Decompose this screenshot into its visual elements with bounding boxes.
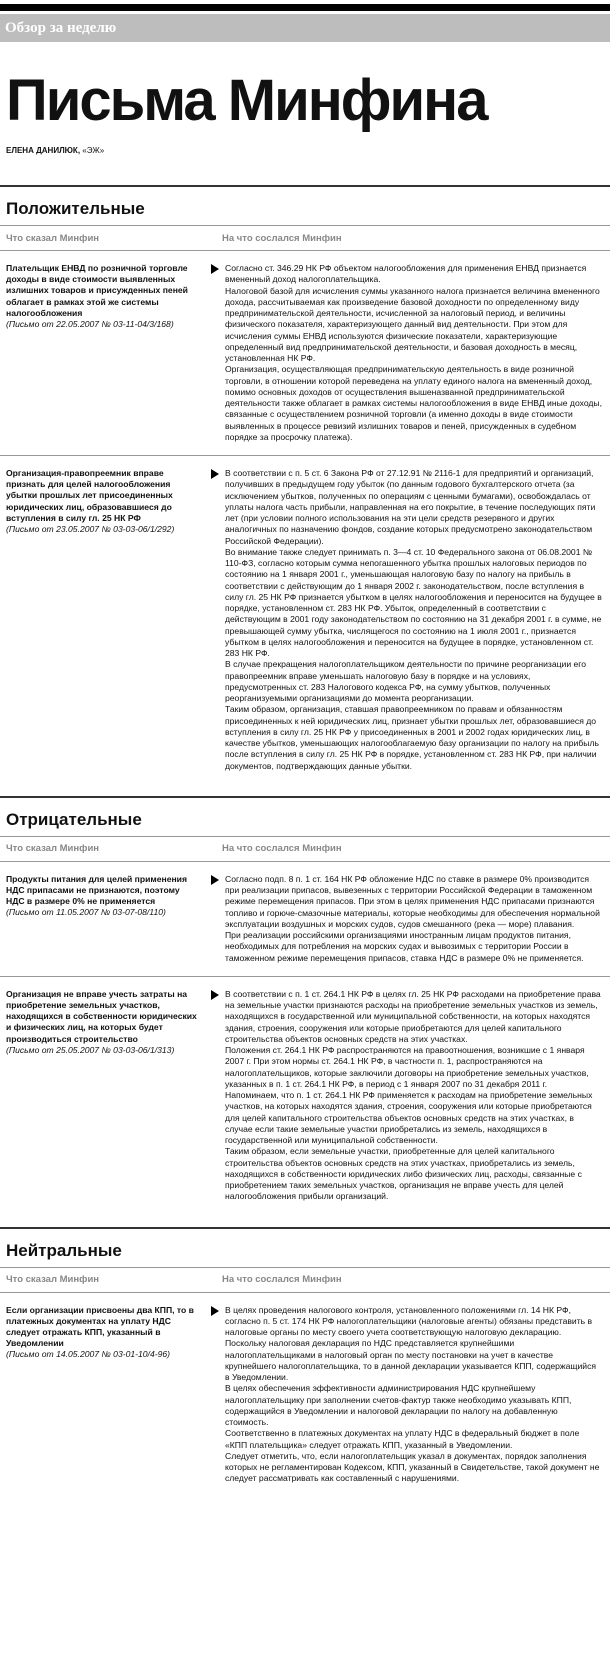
basis-paragraph: Таким образом, если земельные участки, приобретенные для целей капитального строительства объектов основных средств на этих участках, приобретались из земель, находящихся в собственности юридических либо физических лиц, расходы, связанные с приобретением таких земельных участков, организация не вправе учесть для целей налогообложения прибыли организаций.: [225, 1146, 582, 1202]
column-headers: [0, 1267, 610, 1292]
basis-paragraph: Согласно ст. 346.29 НК РФ объектом налогообложения для применения ЕНВД признается вмененный доход налогоплательщика.: [225, 263, 587, 285]
letter-reference: (Письмо от 11.05.2007 № 03-07-08/110): [6, 907, 166, 918]
section-heading: Отрицательные: [0, 796, 610, 836]
column-headers: [0, 225, 610, 250]
column-header-left: Что сказал Минфин: [6, 1274, 100, 1285]
arrow-right-icon: [211, 990, 219, 1000]
letter-reference: (Письмо от 22.05.2007 № 03-11-04/3/168): [6, 319, 174, 330]
column-header-left: Что сказал Минфин: [6, 232, 100, 244]
basis-paragraph: Во внимание также следует принимать п. 3—4 ст. 10 Федерального закона от 06.08.2001 № 110-ФЗ, согласно которым сумма непогашенного убытка прошлых налоговых периодов по состоянию на 1 января 2001 г., уменьшающая налоговую базу по налогу на прибыль в соответствии с действующим до 1 января 2002 г. законодательством, после вступления в силу гл. 25 НК РФ признается убытком в целях налогообложения и переносится на будущее в порядке, установленном ст. 283 НК РФ. Убыток, определенный в соответствии с действующим в 2001 году законодательством по состоянию на 31 декабря 2001 г. в сумме, не превышающей сумму убытка, числящегося по состоянию на 1 июля 2001 г., признается убытком в целях налогообложения и переносится на будущее в порядке, установленном ст. 283 НК РФ.: [225, 546, 602, 658]
letter-conclusion: Организация не вправе учесть затраты на приобретение земельных участков, находящихся в собственности юридических и физических лиц, на которых будет производиться строительство: [6, 988, 197, 1044]
letter-row: [0, 250, 610, 443]
letter-reference: (Письмо от 14.05.2007 № 03-01-10/4-96): [6, 1349, 171, 1360]
letter-conclusion: Продукты питания для целей применения НДС припасами не признаются, поэтому НДС в размере 0% не применяется: [6, 873, 187, 907]
letter-summary: [0, 263, 207, 443]
top-rule: [0, 4, 610, 11]
basis-paragraph: Напоминаем, что п. 1 ст. 264.1 НК РФ применяется к расходам на приобретение земельных участков, на которых находятся здания, строения, сооружения или которые приобретаются для целей капитального строительства объектов основных средств на этих участках, в случае если такие земельные участки приобретались из земель, находящихся в государственной или муниципальной собственности.: [225, 1090, 593, 1145]
letter-basis: [207, 989, 610, 1203]
basis-paragraph: Согласно подп. 8 п. 1 ст. 164 НК РФ обложение НДС по ставке в размере 0% производится при реализации припасов, вывезенных с территории Российской Федерации в таможенном режиме перемещения припасов. При этом в целях применения НДС припасами признаются топливо и горюче-смазочные материалы, которые необходимы для обеспечения нормальной эксплуатации воздушных и морских судов, судов смешанного (река — море) плавания.: [225, 873, 600, 929]
letter-conclusion: Если организации присвоены два КПП, то в платежных документах на уплату НДС следует отражать КПП, указанный в Уведомлении: [6, 1304, 194, 1349]
basis-paragraph: В соответствии с п. 1 ст. 264.1 НК РФ в целях гл. 25 НК РФ расходами на приобретение права на земельные участки признаются расходы на приобретение земельных участков из земель, находящихся в государственной или муниципальной собственности, на которых находятся здания, строения, сооружения или которые приобретаются для целей капитального строительства объектов основных средств на этих участках.: [225, 988, 601, 1044]
letter-basis: [207, 263, 610, 443]
letter-row: [0, 976, 610, 1203]
basis-paragraph: Соответственно в платежных документах на уплату НДС в федеральный бюджет в поле «КПП плательщика» следует отражать КПП, указанный в Уведомлении.: [225, 1428, 580, 1450]
basis-paragraph: Следует отметить, что, если налогоплательщик указал в документах, порядок заполнения которых не регламентирован Кодексом, КПП, указанный в Свидетельстве, такой документ не следует рассматривать как составленный с нарушениями.: [225, 1450, 600, 1484]
letter-reference: (Письмо от 23.05.2007 № 03-03-06/1/292): [6, 524, 175, 535]
author-name: ЕЛЕНА ДАНИЛЮК,: [6, 146, 81, 155]
basis-paragraph: В целях обеспечения эффективности администрирования НДС крупнейшему налогоплательщику при заполнении счетов-фактур также необходимо указывать КПП, содержащийся в Уведомлении и налоговой декларации по налогу на добавленную стоимость.: [225, 1383, 572, 1427]
letter-summary: [0, 1305, 207, 1485]
letter-basis: [207, 1305, 610, 1485]
basis-paragraph: Налоговой базой для исчисления суммы указанного налога признается величина вмененного дохода, рассчитываемая как произведение базовой доходности по определенному виду предпринимательской деятельности, исчисленной за налоговый период, и величины физического показателя, характеризующего данный вид деятельности. При этом для исчисления суммы ЕНВД используются физические показатели, характеризующие определенный вид предпринимательской деятельности, и базовая доходность в месяц, установленная НК РФ.: [225, 285, 600, 363]
letter-row: [0, 861, 610, 964]
rubric-bar: [0, 14, 610, 42]
sections-container: [0, 185, 610, 1485]
basis-paragraph: При реализации российскими организациями иностранным лицам продуктов питания, необходимых для потребления на морских судах и вывозимых с территории России в таможенном режиме перемещения припасов, ставка НДС в размере 0% не применяется.: [225, 930, 584, 963]
basis-paragraph: В соответствии с п. 5 ст. 6 Закона РФ от 27.12.91 № 2116-1 для предприятий и организаций, получивших в предыдущем году убыток (по данным годового бухгалтерского отчета (за исключением убытков, полученных по операциям с ценными бумагами), освобождалась от уплаты налога часть прибыли, направленная на его покрытие, в течение последующих пяти лет (при условии полного использования на эти цели средств резервного и других аналогичных по назначению фондов, создание которых предусмотрено законодательством Российской Федерации).: [225, 468, 596, 546]
letter-summary: [0, 874, 207, 964]
section-2: [0, 1227, 610, 1485]
basis-paragraph: Положения ст. 264.1 НК РФ распространяются на правоотношения, возникшие с 1 января 2007 г. При этом нормы ст. 264.1 НК РФ, в частности п. 1, распространяются на налогоплательщиков, которые заключили договоры на приобретение земельных участков, указанных в п. 1 ст. 264.1 НК РФ, в период с 1 января 2007 по 31 декабря 2011 г.: [225, 1045, 589, 1089]
letter-conclusion: Организация-правопреемник вправе признать для целей налогообложения убытки прошлых лет присоединенных юридических лиц, образовавшиеся до вступления в силу гл. 25 НК РФ: [6, 468, 173, 523]
letter-conclusion: Плательщик ЕНВД по розничной торговле доходы в виде стоимости выявленных излишних товаров и присужденных пеней облагает в рамках этой же системы налогообложения: [6, 263, 188, 318]
letter-basis: [207, 468, 610, 772]
column-headers: [0, 836, 610, 861]
rubric-label: Обзор за неделю: [5, 19, 117, 36]
section-1: [0, 796, 610, 1203]
basis-paragraph: В случае прекращения налогоплательщиком деятельности по причине реорганизации его правопреемник вправе уменьшать налоговую базу в порядке и на условиях, предусмотренных ст. 283 Налогового кодекса РФ, на сумму убытков, полученных реорганизуемыми организациями до момента реорганизации.: [225, 659, 587, 703]
basis-paragraph: Организация, осуществляющая предпринимательскую деятельность в виде розничной торговли, в отношении которой переведена на уплату единого налога на вмененный доход, помимо основных доходов от осуществления вышеназванной предпринимательской деятельности также облагает в рамках системы налогообложения в виде ЕНВД иные доходы, связанные с осуществлением розничной торговли (а именно доходы в виде стоимости выявленных в процессе ревизий излишних товаров и пеней, присужденных в судебном порядке за просрочку платежа).: [225, 364, 602, 442]
basis-paragraph: В целях проведения налогового контроля, установленного положениями гл. 14 НК РФ, согласно п. 5 ст. 174 НК РФ налогоплательщики (налоговые агенты) обязаны представить в налоговые органы по месту своего учета соответствующую налоговую декларацию.: [225, 1304, 593, 1337]
author-line: [6, 146, 610, 155]
arrow-right-icon: [211, 1306, 219, 1316]
basis-paragraph: Таким образом, организация, ставшая правопреемником по правам и обязанностям присоединенных к ней юридических лиц, признает убытки прошлых лет, образовавшиеся до вступления в силу гл. 25 НК РФ у присоединенных в 2001 и 2002 годах юридических лиц, в качестве убытков, уменьшающих налогооблагаемую базу организации по налогу на прибыль после вступления в силу гл. 25 НК РФ в порядке, установленном ст. 283 НК РФ, при наличии документов, подтверждающих данные убытки.: [225, 704, 599, 771]
author-publication: «ЭЖ»: [82, 146, 105, 155]
letter-summary: [0, 468, 207, 772]
basis-paragraph: Поскольку налоговая декларация по НДС представляется крупнейшими налогоплательщиками в налоговый орган по месту постановки на учет в качестве крупнейшего налогоплательщика, то в данной декларации указывается КПП, содержащийся в Уведомлении.: [225, 1338, 597, 1382]
column-header-right: На что сослался Минфин: [222, 1274, 342, 1285]
section-0: [0, 185, 610, 772]
letter-summary: [0, 989, 207, 1203]
page-title: Письма Минфина: [6, 68, 487, 133]
arrow-right-icon: [211, 469, 219, 479]
column-header-right: На что сослался Минфин: [222, 843, 342, 855]
arrow-right-icon: [211, 875, 219, 885]
column-header-right: На что сослался Минфин: [222, 232, 342, 244]
letter-basis: [207, 874, 610, 964]
column-header-left: Что сказал Минфин: [6, 843, 100, 855]
letter-row: [0, 455, 610, 772]
letter-row: [0, 1292, 610, 1485]
section-heading: Нейтральные: [0, 1227, 610, 1267]
section-heading: Положительные: [0, 185, 610, 225]
arrow-right-icon: [211, 264, 219, 274]
letter-reference: (Письмо от 25.05.2007 № 03-03-06/1/313): [6, 1044, 175, 1055]
